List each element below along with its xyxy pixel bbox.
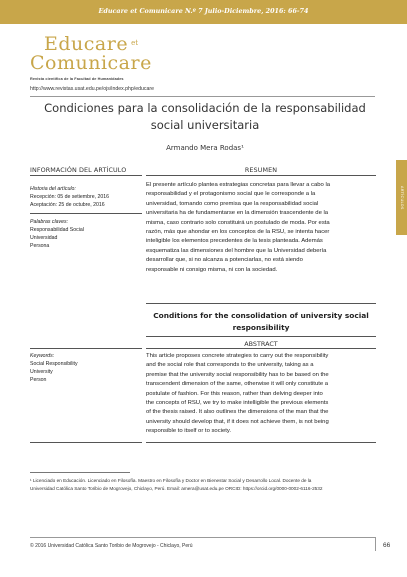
journal-logo bbox=[30, 33, 210, 88]
resumen-line: inteligible los elementos precedentes de la tesis planteada. Además bbox=[146, 238, 323, 245]
resumen-line: universidad, tomando como premisa que la responsabilidad social bbox=[146, 200, 319, 207]
keyword-item: Responsabilidad Social bbox=[30, 227, 84, 233]
resumen-line: desarrollar que, si no alcanza a potenciarlas, no está siendo bbox=[146, 257, 303, 264]
abstract-heading: ABSTRACT bbox=[244, 340, 278, 348]
journal-header-bar: Educare et Comunicare N.º 7 Julio-Diciembre, 2016: 66-74 bbox=[0, 0, 407, 24]
english-title: Conditions for the consolidation of university social responsibility bbox=[153, 311, 369, 332]
logo-subtitle: Revista científica de la Facultad de Humanidades bbox=[30, 77, 124, 81]
history-label: Historia del artículo: bbox=[30, 186, 76, 192]
abstract-text bbox=[146, 352, 376, 437]
logo-word-et: et bbox=[131, 39, 139, 47]
divider-abstract-end-left bbox=[30, 442, 142, 443]
resumen-line: misma, caso contrario solo constituirá un postulado de moda. Por esta bbox=[146, 219, 330, 226]
journal-url-link[interactable]: http://www.revistas.usat.edu.pe/ojs/index.php/educare bbox=[30, 86, 154, 92]
divider-top-left bbox=[30, 175, 142, 176]
divider-abstract-bottom-left bbox=[30, 348, 142, 349]
abstract-line: premise that the university social responsibility has to be based on the bbox=[146, 371, 329, 378]
resumen-line: El presente artículo plantea estrategias concretas para llevar a cabo la bbox=[146, 182, 331, 188]
article-author: Armando Mera Rodas¹ bbox=[166, 144, 244, 152]
resumen-line: responsable ni consigo misma, ni con la sociedad. bbox=[146, 266, 278, 273]
abstract-line: and the social role that corresponds to the university, taking as a bbox=[146, 362, 314, 369]
keywords-block bbox=[30, 218, 84, 250]
keyword-en-item: Person bbox=[30, 377, 47, 383]
footnote-line: ¹ Licenciado en Educación. Licenciado en Filosofía. Maestro en Filosofía y Doctor en Bienestar Social y Desarrollo Local. Docente de la bbox=[30, 478, 312, 483]
footnote-line: Universidad Católica Santo Toribio de Mogrovejo, Chiclayo, Perú. Email: amera@usat.edu.pe ORCID: https://orcid.org/0000-0002-6116-2532 bbox=[30, 486, 323, 492]
abstract-line: the concepts of RSU, we try to make intelligible the previous elements bbox=[146, 400, 329, 407]
article-history bbox=[30, 185, 109, 209]
keywords-en-label: Keywords: bbox=[30, 353, 55, 359]
abstract-line: transcendent dimension of the same, otherwise it will only constitute a bbox=[146, 381, 329, 388]
abstract-line: university should develop that, if it does not achieve them, is not being bbox=[146, 418, 329, 425]
abstract-line: responsible to itself or to society. bbox=[146, 428, 232, 435]
footnote-divider bbox=[30, 472, 130, 473]
divider-history bbox=[30, 213, 142, 214]
divider-top-right bbox=[146, 175, 376, 176]
keyword-item: Universidad bbox=[30, 235, 58, 241]
abstract-line: postulate of fashion. For this reason, rather than delving deeper into bbox=[146, 390, 323, 397]
accepted-date: Aceptación: 25 de octubre, 2016 bbox=[30, 202, 105, 208]
keyword-item: Persona bbox=[30, 243, 50, 249]
divider-abstract-top bbox=[146, 336, 376, 337]
resumen-text bbox=[146, 181, 376, 275]
article-title: Condiciones para la consolidación de la responsabilidad social universitaria bbox=[44, 101, 366, 132]
logo-line-2: Comunicare bbox=[30, 52, 152, 74]
resumen-heading: RESUMEN bbox=[244, 166, 278, 174]
divider-abstract-end-right bbox=[146, 442, 376, 443]
logo-word-educare: Educare bbox=[44, 33, 129, 55]
resumen-line: responsabilidad y el protagonismo social que le corresponde a la bbox=[146, 191, 316, 198]
author-footnote bbox=[30, 477, 380, 494]
page-number: 66 bbox=[383, 542, 391, 549]
page-number-divider bbox=[375, 537, 376, 551]
resumen-line: razón, más que ahondar en los conceptos de la RSU, se intenta hacer bbox=[146, 229, 330, 236]
divider-resumen-end bbox=[146, 303, 376, 304]
footer-divider bbox=[30, 537, 375, 538]
copyright-text: © 2016 Universidad Católica Santo Toribio de Mogrovejo - Chiclayo, Perú bbox=[30, 543, 193, 549]
keywords-label: Palabras claves: bbox=[30, 219, 69, 225]
section-side-tab: ARTÍCULOS bbox=[396, 160, 407, 235]
header-divider bbox=[30, 96, 375, 97]
abstract-line: of the thesis raised. It also outlines the dimensions of the man that the bbox=[146, 409, 329, 416]
resumen-line: esquematiza las dimensiones del hombre que la Universidad debería bbox=[146, 247, 327, 254]
keywords-en-block bbox=[30, 352, 78, 384]
received-date: Recepción: 05 de setiembre, 2016 bbox=[30, 194, 110, 200]
keyword-en-item: Social Responsibility bbox=[30, 361, 78, 367]
abstract-line: This article proposes concrete strategies to carry out the responsibility bbox=[146, 353, 329, 359]
info-heading: INFORMACIÓN DEL ARTÍCULO bbox=[30, 166, 127, 174]
keyword-en-item: University bbox=[30, 369, 53, 375]
divider-abstract-bottom-right bbox=[146, 348, 376, 349]
resumen-line: universitaria ha de fundamentarse en la dimensión trascendente de la bbox=[146, 210, 329, 217]
